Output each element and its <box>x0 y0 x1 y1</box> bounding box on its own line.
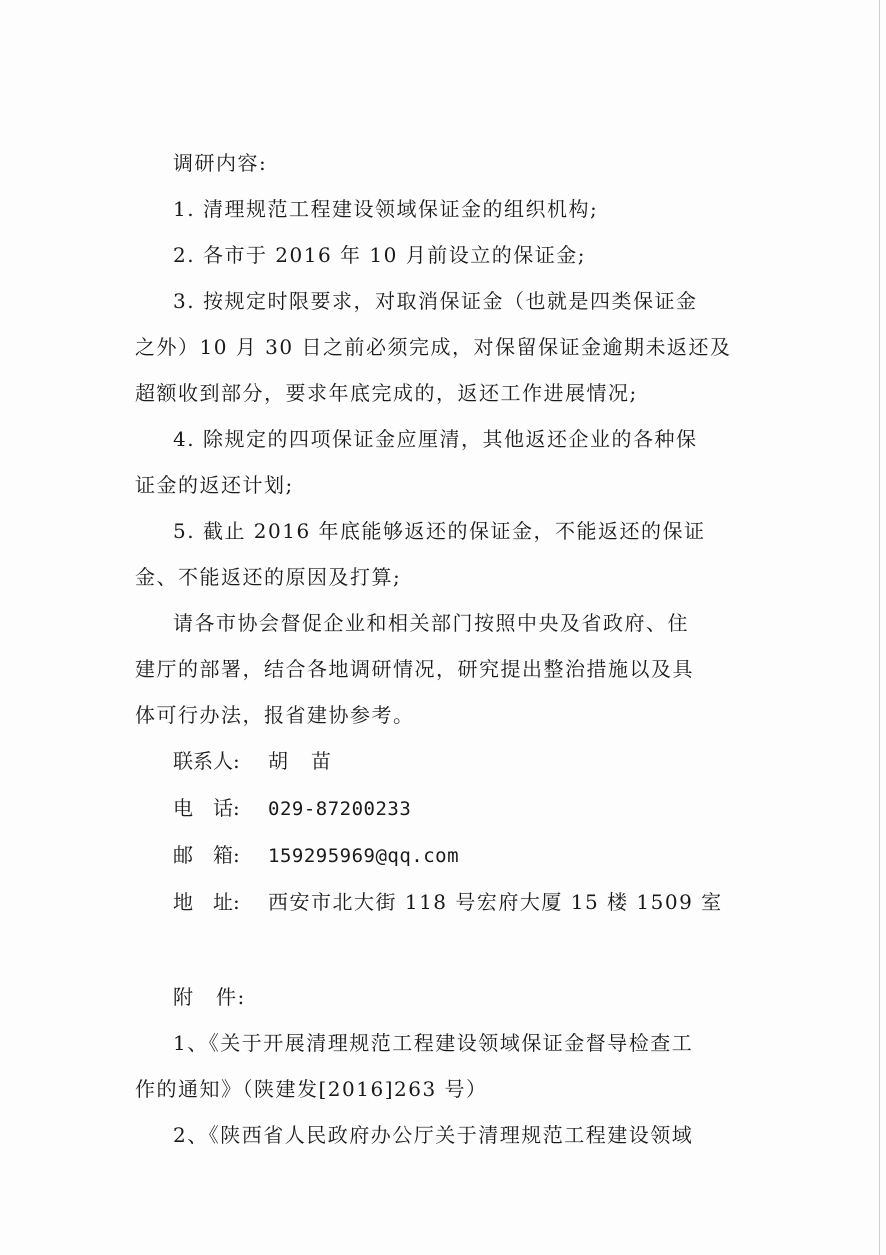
contact-email <box>135 832 755 879</box>
spacer <box>135 926 755 974</box>
request-paragraph <box>135 600 755 738</box>
contact-person <box>135 738 755 785</box>
contact-phone <box>135 785 755 832</box>
attachment-2 <box>135 1112 755 1158</box>
item-line: 之外）10 月 30 日之前必须完成，对保留保证金逾期未返还及 <box>135 335 732 359</box>
attachments-title: 附 件: <box>173 985 246 1009</box>
research-item-2 <box>135 232 755 278</box>
attachment-line: 2、《陕西省人民政府办公厅关于清理规范工程建设领域 <box>173 1123 694 1147</box>
item-line: 超额收到部分，要求年底完成的，返还工作进展情况; <box>135 381 638 405</box>
research-item-3 <box>135 278 755 416</box>
contact-address-value: 西安市北大街 118 号宏府大厦 15 楼 1509 室 <box>268 890 723 914</box>
paragraph-line: 请各市协会督促企业和相关部门按照中央及省政府、住 <box>173 611 689 635</box>
paragraph-line: 体可行办法，报省建协参考。 <box>135 703 415 727</box>
research-item-4 <box>135 416 755 508</box>
page-edge-line <box>879 0 880 1255</box>
item-line: 金、不能返还的原因及打算; <box>135 565 402 589</box>
item-line: 证金的返还计划; <box>135 473 294 497</box>
contact-person-label: 联系人: <box>173 749 240 773</box>
attachment-line: 作的通知》（陕建发[2016]263 号） <box>135 1077 488 1101</box>
contact-phone-label: 电 话: <box>173 796 240 820</box>
attachment-line: 1、《关于开展清理规范工程建设领域保证金督导检查工 <box>173 1031 694 1055</box>
item-line: 5. 截止 2016 年底能够返还的保证金，不能返还的保证 <box>173 519 706 543</box>
contact-block <box>135 738 755 926</box>
item-line: 3. 按规定时限要求，对取消保证金（也就是四类保证金 <box>173 289 698 313</box>
item-line: 4. 除规定的四项保证金应厘清，其他返还企业的各种保 <box>173 427 698 451</box>
document-body <box>135 140 755 1158</box>
contact-address-label: 地 址: <box>173 890 240 914</box>
research-item-5 <box>135 508 755 600</box>
contact-phone-value: 029-87200233 <box>268 798 412 820</box>
contact-email-label: 邮 箱: <box>173 843 240 867</box>
section-title: 调研内容: <box>173 151 268 175</box>
item-line: 2. 各市于 2016 年 10 月前设立的保证金; <box>173 243 586 267</box>
contact-email-value: 159295969@qq.com <box>268 845 460 867</box>
paragraph-line: 建厅的部署，结合各地调研情况，研究提出整治措施以及具 <box>135 657 694 681</box>
contact-address <box>135 879 755 926</box>
attachment-1 <box>135 1020 755 1112</box>
item-line: 1. 清理规范工程建设领域保证金的组织机构; <box>173 197 599 221</box>
contact-person-value: 胡 苗 <box>268 749 333 773</box>
research-item-1 <box>135 186 755 232</box>
